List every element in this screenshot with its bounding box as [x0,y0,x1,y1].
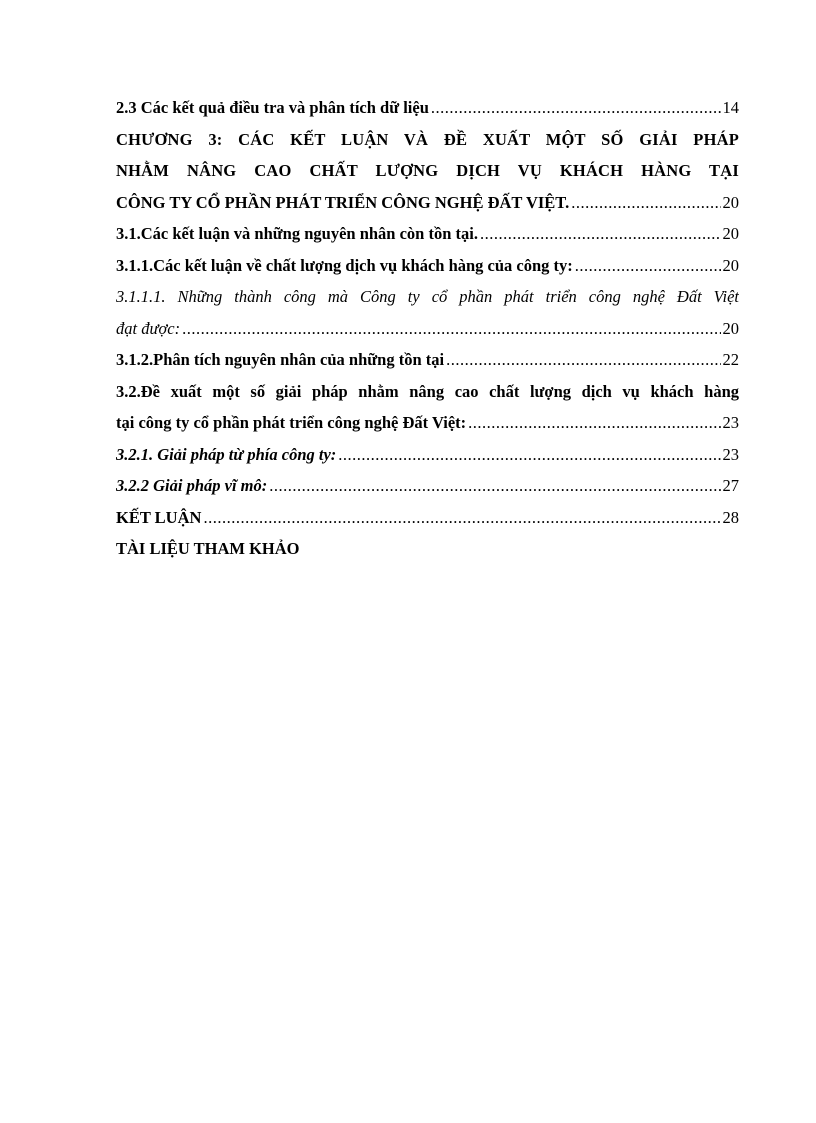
dot-leader [446,344,720,376]
toc-page-number: 20 [722,318,739,338]
toc-entry-title: KẾT LUẬN [116,507,202,527]
toc-entry-title: 3.1.Các kết luận và những nguyên nhân còn tồn tại. [116,224,478,243]
toc-entry-title: 3.2.1. Giải pháp từ phía công ty: [116,444,337,464]
toc-page-number: 20 [722,255,739,275]
dot-leader [203,502,720,534]
toc-page-number: 27 [722,476,739,495]
toc-entry-title: 3.2.2 Giải pháp vĩ mô: [116,476,268,495]
toc-chapter-3[interactable] [116,124,739,219]
toc-entry-title-line-2: tại công ty cổ phần phát triển công nghệ Đất Việt: [116,413,467,432]
dot-leader [431,92,721,124]
toc-page-number: 20 [722,192,739,212]
dot-leader [182,313,720,345]
dot-leader [338,439,720,471]
toc-entry-3-1[interactable] [116,218,739,250]
toc-page-number: 23 [722,413,739,432]
toc-entry-title-line-1: 3.2.Đề xuất một số giải pháp nhằm nâng cao chất lượng dịch vụ khách hàng [116,381,739,401]
toc-entry-3-1-1[interactable] [116,250,739,282]
toc-entry-title: 3.1.2.Phân tích nguyên nhân của những tồn tại [116,350,445,369]
toc-entry-title: 2.3 Các kết quả điều tra và phân tích dữ liệu [116,98,429,117]
chapter-title-line-2: NHẰM NÂNG CAO CHẤT LƯỢNG DỊCH VỤ KHÁCH HÀNG TẠI [116,161,739,180]
toc-entry-title: 3.1.1.Các kết luận về chất lượng dịch vụ khách hàng của công ty: [116,255,573,275]
toc-entry-title-line-1: 3.1.1.1. Những thành công mà Công ty cổ phần phát triển công nghệ Đất Việt [116,287,739,306]
toc-entry-3-2[interactable] [116,376,739,439]
toc-entry-3-1-2[interactable] [116,344,739,376]
toc-page-number: 14 [722,98,739,117]
toc-entry-3-2-1[interactable] [116,439,739,471]
toc-entry-conclusion[interactable] [116,502,739,534]
toc-entry-references[interactable]: TÀI LIỆU THAM KHẢO [116,539,300,558]
toc-entry-2-3[interactable] [116,92,739,124]
chapter-title-line-3: CÔNG TY CỔ PHẦN PHÁT TRIỂN CÔNG NGHỆ ĐẤT VIỆT. [116,192,570,212]
dot-leader [468,407,720,439]
toc-page-number: 20 [722,224,739,243]
chapter-title-line-1: CHƯƠNG 3: CÁC KẾT LUẬN VÀ ĐỀ XUẤT MỘT SỐ GIẢI PHÁP [116,129,739,149]
toc-entry-3-1-1-1[interactable] [116,281,739,344]
toc-entry-3-2-2[interactable] [116,470,739,502]
dot-leader [480,218,721,250]
toc-page-number: 22 [722,350,739,369]
toc-entry-title-line-2: đạt được: [116,318,181,338]
dot-leader [571,187,720,219]
dot-leader [269,470,720,502]
toc-page-number: 28 [722,507,739,527]
dot-leader [575,250,721,282]
table-of-contents [116,92,739,565]
toc-page-number: 23 [722,444,739,464]
